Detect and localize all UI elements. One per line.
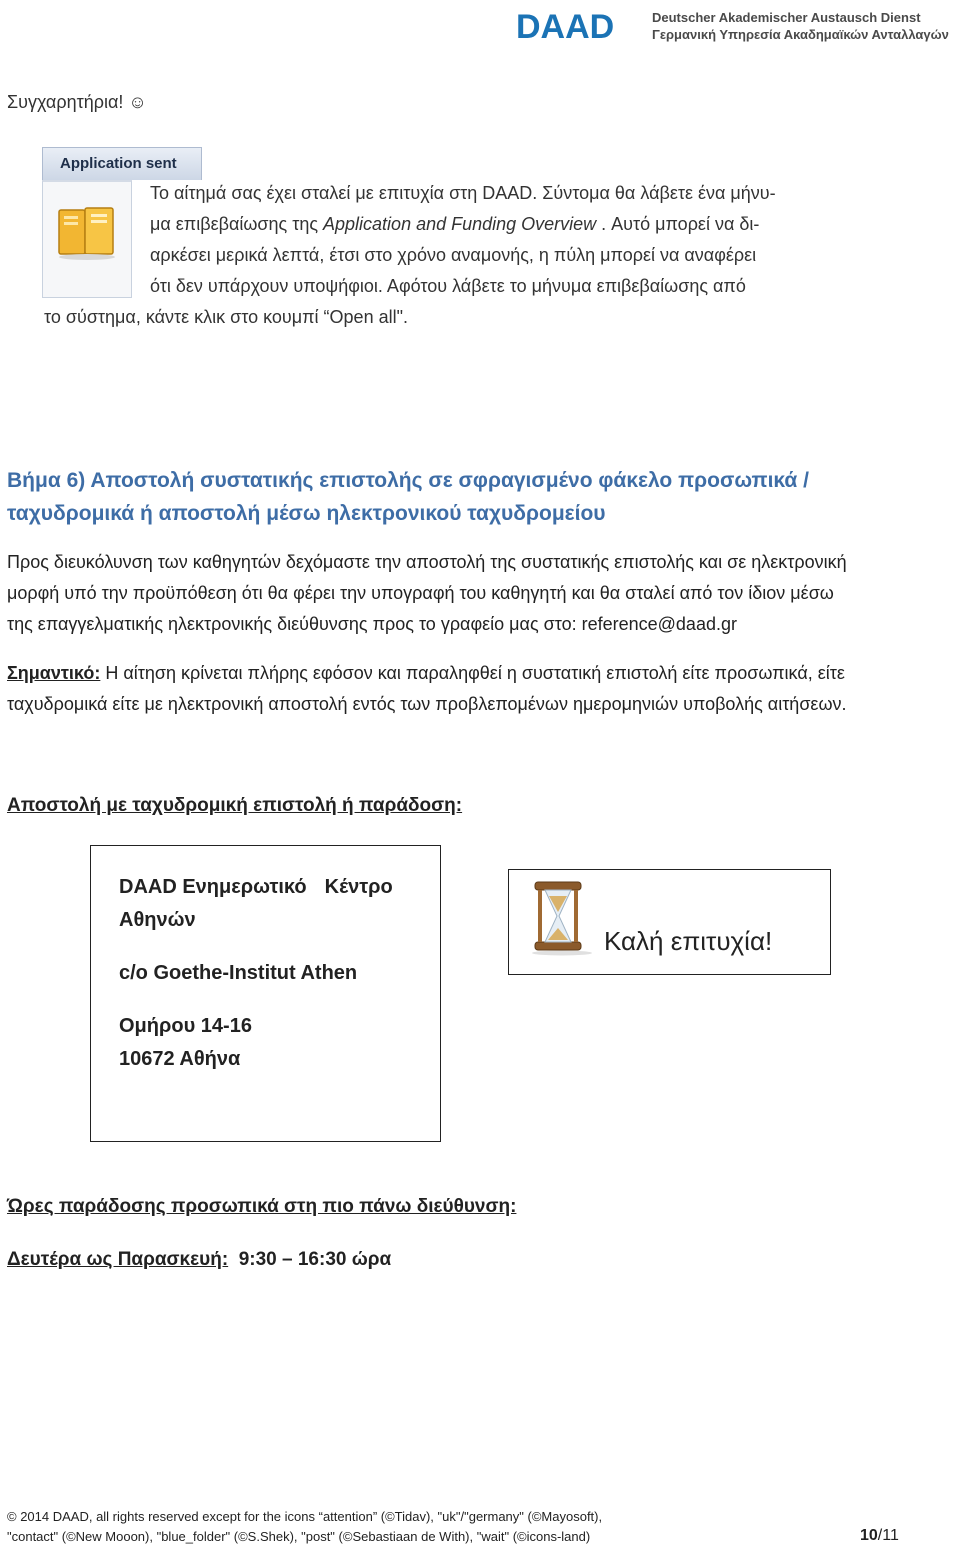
address-line: Αθηνών	[119, 909, 196, 931]
step6-heading: ταχυδρομικά ή αποστολή μέσω ηλεκτρονικού ταχυδρομείου	[7, 502, 606, 525]
daad-logo-mark: DAAD	[516, 8, 615, 46]
text-span: Η αίτηση κρίνεται πλήρης εφόσον και παραληφθεί η συστατική επιστολή είτε προσωπικά, είτε	[100, 663, 845, 683]
application-sent-line: Το αίτημά σας έχει σταλεί με επιτυχία στη DAAD. Σύντομα θα λάβετε ένα μήνυ-	[150, 183, 776, 203]
address-line: Ομήρου 14-16	[119, 1015, 252, 1037]
delivery-hours-heading: Ώρες παράδοσης προσωπικά στη πιο πάνω διεύθυνση:	[7, 1196, 517, 1217]
text-span: Κέντρο	[324, 876, 393, 898]
good-luck-text: Καλή επιτυχία!	[604, 926, 773, 956]
application-sent-panel	[42, 180, 132, 298]
important-label: Σημαντικό:	[7, 663, 101, 683]
reference-info-line: μορφή υπό την προϋπόθεση ότι θα φέρει την υπογραφή του καθηγητή και θα σταλεί από τον ίδιον μέσω	[7, 583, 834, 603]
blue-folder-icon	[55, 202, 119, 262]
text-span: DAAD Ενημερωτικό	[119, 876, 307, 898]
application-sent-line: το σύστημα, κάντε κλικ στο κουμπί “Open all".	[44, 307, 408, 327]
good-luck-box	[508, 869, 831, 975]
application-sent-line	[150, 214, 759, 235]
reference-info-line: της επαγγελματικής ηλεκτρονικής διεύθυνσης προς το γραφείο μας στο: reference@daad.gr	[7, 614, 737, 634]
reference-info-line: Προς διευκόλυνση των καθηγητών δεχόμαστε την αποστολή της συστατικής επιστολής και σε ηλεκτρονική	[7, 552, 847, 572]
application-sent-line: ότι δεν υπάρχουν υποψήφιοι. Αφότου λάβετε το μήνυμα επιβεβαίωσης από	[150, 276, 746, 296]
footer-credits: "contact" (©New Mooon), "blue_folder" (©S.Shek), "post" (©Sebastiaan de With), "wait" (©icons-land)	[7, 1529, 591, 1544]
application-sent-line: αρκέσει μερικά λεπτά, έτσι στο χρόνο αναμονής, η πύλη μπορεί να αναφέρει	[150, 245, 757, 265]
application-sent-tab: Application sent	[42, 147, 202, 180]
logo-text-greek: Γερμανική Υπηρεσία Ακαδημαϊκών Ανταλλαγών	[652, 27, 949, 42]
logo-text-german: Deutscher Akademischer Austausch Dienst	[652, 10, 921, 25]
page-total: /11	[877, 1527, 899, 1544]
days-label: Δευτέρα ως Παρασκευή:	[7, 1249, 229, 1270]
daad-logo	[516, 6, 956, 46]
footer-copyright: © 2014 DAAD, all rights reserved except for the icons “attention” (©Tidav), "uk"/"germany" (©Mayosoft),	[7, 1509, 603, 1524]
important-note-line	[7, 663, 845, 684]
hourglass-icon	[525, 878, 599, 956]
hours-time: 9:30 – 16:30 ώρα	[228, 1249, 392, 1270]
page-current: 10	[860, 1527, 878, 1544]
address-line	[119, 876, 393, 899]
step6-heading: Βήμα 6) Αποστολή συστατικής επιστολής σε σφραγισμένο φάκελο προσωπικά /	[7, 469, 810, 492]
address-line: c/o Goethe-Institut Athen	[119, 962, 358, 984]
mail-heading: Αποστολή με ταχυδρομική επιστολή ή παράδοση:	[7, 795, 463, 816]
important-note-line: ταχυδρομικά είτε με ηλεκτρονική αποστολή εντός των προβλεπομένων ημερομηνιών υποβολής αιτήσεων.	[7, 694, 847, 714]
address-box	[90, 845, 441, 1142]
page-number	[860, 1527, 899, 1545]
delivery-hours-line	[7, 1249, 391, 1271]
text-span: μα επιβεβαίωσης της	[150, 214, 324, 234]
address-line: 10672 Αθήνα	[119, 1048, 241, 1070]
overview-name: Application and Funding Overview	[323, 214, 597, 234]
congratulations-text: Συγχαρητήρια! ☺	[7, 92, 147, 112]
text-span: . Αυτό μπορεί να δι-	[596, 214, 760, 234]
